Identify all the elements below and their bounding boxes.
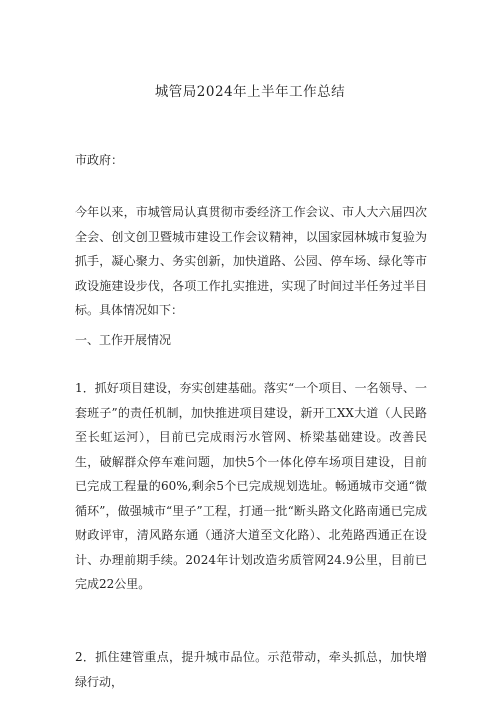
intro-paragraph: 今年以来，市城管局认真贯彻市委经济工作会议、市人大六届四次全会、创文创卫暨城市建设工作会议精神，以国家园林城市复验为抓手，凝心聚力、务实创新，加快道路、公园、停车场、绿化等市政设施建设步伐，各项工作扎实推进，实现了时间过半任务过半目标。具体情况如下： [75,205,427,317]
section-heading-work-status: 一、工作开展情况 [75,333,172,347]
document-title: 城管局2024年上半年工作总结 [154,84,346,100]
salutation: 市政府： [75,153,124,167]
work-item-1: 1．抓好项目建设，夯实创建基础。落实“一个项目、一名领导、一套班子”的责任机制，加快推进项目建设，新开工XX大道（人民路至长虹运河），目前已完成雨污水管网、桥梁基础建设。改善民生，破解群众停车难问题，加快5个一体化停车场项目建设，目前已完成工程量的60%,剩余5个已完成规划选址。畅通城市交通“微循环”，做强城市“里子”工程，打通一批“断头路文化路南通已完成财政评审，清风路东通（通济大道至文化路）、北苑路西通正在设计、办理前期手续。2024年计划改造劣质管网24.9公里，目前已完成22公里。 [75,381,427,591]
work-item-2: 2．抓住建管重点，提升城市品位。示范带动，牵头抓总，加快增绿行动， [75,650,427,689]
